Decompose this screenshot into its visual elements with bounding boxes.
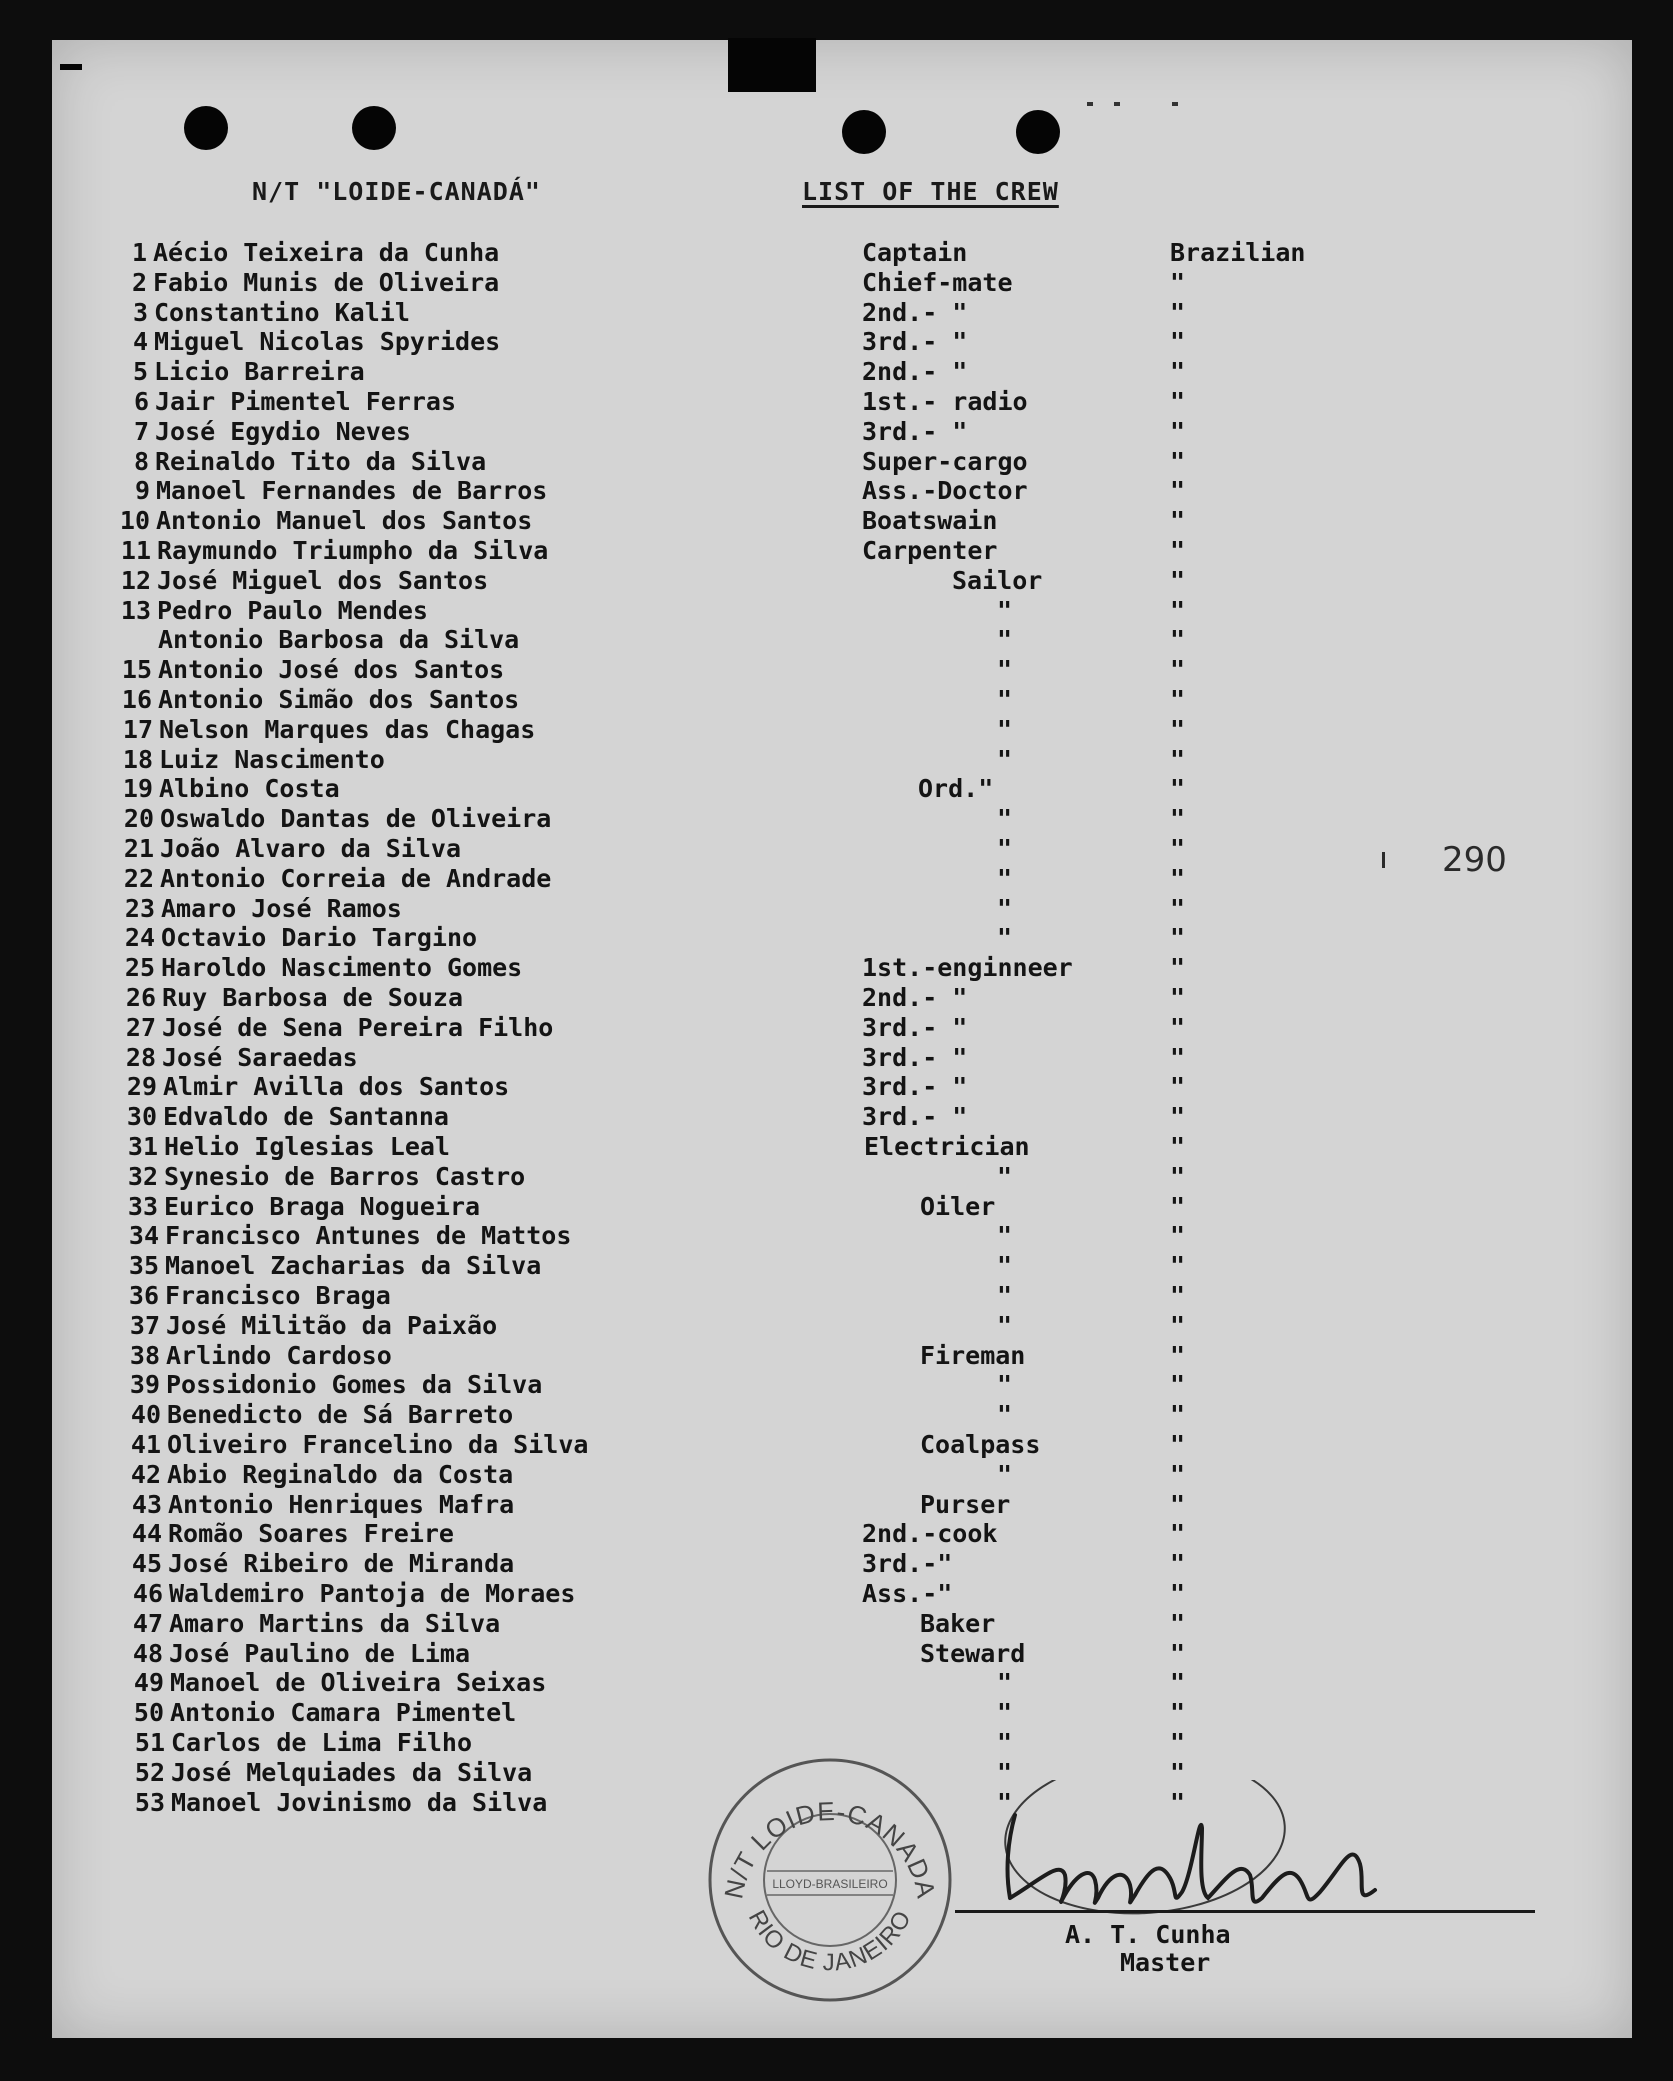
crew-rank: Ass.-"	[862, 1579, 953, 1608]
crew-rank: 2nd.-cook	[862, 1519, 998, 1548]
crew-rank: Ass.-Doctor	[862, 476, 1028, 505]
crew-rank: Oiler	[920, 1192, 996, 1221]
crew-number: 9	[134, 476, 150, 505]
crew-number: 48	[132, 1639, 163, 1668]
crew-name: Arlindo Cardoso	[166, 1341, 392, 1370]
crew-name: Reinaldo Tito da Silva	[155, 447, 487, 476]
crew-rank: 3rd.- "	[862, 417, 968, 446]
crew-row	[52, 715, 1632, 745]
crew-number: 5	[132, 357, 148, 386]
crew-row	[52, 596, 1632, 626]
crew-row	[52, 685, 1632, 715]
ship-stamp	[705, 1755, 955, 2005]
crew-row	[52, 298, 1632, 328]
crew-nationality: "	[1170, 536, 1186, 565]
crew-name: Pedro Paulo Mendes	[157, 596, 428, 625]
crew-name: Antonio Barbosa da Silva	[158, 625, 520, 654]
crew-name: Antonio Correia de Andrade	[160, 864, 552, 893]
crew-rank: Fireman	[920, 1341, 1026, 1370]
crew-nationality: "	[1170, 1490, 1186, 1519]
crew-nationality: Brazilian	[1170, 238, 1306, 267]
crew-rank: Sailor	[952, 566, 1043, 595]
crew-row	[52, 1460, 1632, 1490]
crew-number: 2	[131, 268, 147, 297]
crew-row	[52, 566, 1632, 596]
crew-number: 50	[133, 1698, 164, 1727]
crew-number: 35	[128, 1251, 159, 1280]
crew-rank: "	[997, 1281, 1013, 1310]
crew-row	[52, 1072, 1632, 1102]
signature-line	[955, 1910, 1535, 1913]
crew-number: 7	[133, 417, 149, 446]
crew-rank: "	[997, 1758, 1013, 1787]
crew-rank: "	[997, 804, 1013, 833]
crew-nationality: "	[1170, 1370, 1186, 1399]
crew-nationality: "	[1170, 447, 1186, 476]
crew-row	[52, 447, 1632, 477]
crew-name: Francisco Antunes de Mattos	[165, 1221, 572, 1250]
crew-number: 30	[126, 1102, 157, 1131]
crew-rank: 3rd.- "	[862, 1043, 968, 1072]
crew-nationality: "	[1170, 566, 1186, 595]
crew-rank: "	[997, 655, 1013, 684]
crew-nationality: "	[1170, 1400, 1186, 1429]
crew-name: Amaro Martins da Silva	[169, 1609, 501, 1638]
crew-name: Fabio Munis de Oliveira	[153, 268, 500, 297]
crew-row	[52, 417, 1632, 447]
crew-number: 6	[133, 387, 149, 416]
crew-row	[52, 1221, 1632, 1251]
crew-row	[52, 1549, 1632, 1579]
crew-row	[52, 894, 1632, 924]
speck	[1114, 102, 1120, 106]
page-notch	[728, 38, 816, 92]
crew-nationality: "	[1170, 1132, 1186, 1161]
crew-name: Almir Avilla dos Santos	[163, 1072, 510, 1101]
crew-number: 45	[131, 1549, 162, 1578]
crew-name: Licio Barreira	[154, 357, 365, 386]
crew-name: Raymundo Triumpho da Silva	[157, 536, 549, 565]
crew-name: Manoel Jovinismo da Silva	[171, 1788, 548, 1817]
crew-name: José Saraedas	[162, 1043, 358, 1072]
crew-nationality: "	[1170, 1579, 1186, 1608]
crew-name: João Alvaro da Silva	[160, 834, 462, 863]
punch-hole	[184, 106, 228, 150]
crew-nationality: "	[1170, 894, 1186, 923]
crew-row	[52, 655, 1632, 685]
crew-number: 24	[124, 923, 155, 952]
crew-nationality: "	[1170, 1609, 1186, 1638]
crew-name: Oswaldo Dantas de Oliveira	[160, 804, 552, 833]
crew-row	[52, 1639, 1632, 1669]
crew-row	[52, 983, 1632, 1013]
crew-rank: "	[997, 1400, 1013, 1429]
crew-name: José de Sena Pereira Filho	[162, 1013, 554, 1042]
crew-row	[52, 1251, 1632, 1281]
speck	[1172, 102, 1178, 106]
crew-row	[52, 953, 1632, 983]
crew-nationality: "	[1170, 1162, 1186, 1191]
crew-name: Benedicto de Sá Barreto	[167, 1400, 514, 1429]
stamp-middle-text: LLOYD-BRASILEIRO	[772, 1877, 888, 1891]
crew-number: 17	[122, 715, 153, 744]
crew-row	[52, 745, 1632, 775]
crew-rank: Steward	[920, 1639, 1026, 1668]
crew-nationality: "	[1170, 476, 1186, 505]
crew-nationality: "	[1170, 923, 1186, 952]
crew-rank: "	[997, 1370, 1013, 1399]
crew-nationality: "	[1170, 1758, 1186, 1787]
crew-rank: "	[997, 834, 1013, 863]
crew-row	[52, 1698, 1632, 1728]
crew-nationality: "	[1170, 1430, 1186, 1459]
crew-rank: 3rd.- "	[862, 1013, 968, 1042]
crew-rank: Electrician	[864, 1132, 1030, 1161]
crew-row	[52, 923, 1632, 953]
crew-number: 41	[130, 1430, 161, 1459]
crew-number: 27	[125, 1013, 156, 1042]
crew-row	[52, 1132, 1632, 1162]
crew-number: 33	[127, 1192, 158, 1221]
vessel-heading: N/T "LOIDE-CANADÁ"	[252, 177, 541, 206]
crew-nationality: "	[1170, 1251, 1186, 1280]
crew-row	[52, 1162, 1632, 1192]
stamp-top-text: N/T LOIDE-CANADA	[718, 1795, 942, 1902]
crew-rank: "	[997, 923, 1013, 952]
stamp-bottom-text: RIO DE JANEIRO	[742, 1905, 918, 1977]
crew-name: Amaro José Ramos	[161, 894, 402, 923]
crew-rank: "	[997, 894, 1013, 923]
crew-name: José Paulino de Lima	[169, 1639, 471, 1668]
crew-name: Nelson Marques das Chagas	[159, 715, 536, 744]
document-page	[52, 40, 1632, 2038]
crew-row	[52, 1579, 1632, 1609]
crew-nationality: "	[1170, 506, 1186, 535]
crew-rank: "	[997, 715, 1013, 744]
crew-number: 18	[122, 745, 153, 774]
crew-nationality: "	[1170, 953, 1186, 982]
crew-name: Oliveiro Francelino da Silva	[167, 1430, 589, 1459]
crew-nationality: "	[1170, 625, 1186, 654]
crew-name: Synesio de Barros Castro	[164, 1162, 526, 1191]
crew-row	[52, 1192, 1632, 1222]
crew-number: 28	[125, 1043, 156, 1072]
crew-name: Manoel Zacharias da Silva	[165, 1251, 542, 1280]
signer-title: Master	[1120, 1948, 1211, 1977]
crew-number: 16	[121, 685, 152, 714]
crew-row	[52, 1400, 1632, 1430]
punch-hole	[1016, 110, 1060, 154]
crew-number: 51	[134, 1728, 165, 1757]
crew-number: 47	[132, 1609, 163, 1638]
crew-name: Luiz Nascimento	[159, 745, 385, 774]
crew-nationality: "	[1170, 387, 1186, 416]
crew-row	[52, 1341, 1632, 1371]
crew-rank: Ord."	[918, 774, 994, 803]
crew-rank: Purser	[920, 1490, 1011, 1519]
crew-name: Haroldo Nascimento Gomes	[161, 953, 523, 982]
crew-nationality: "	[1170, 745, 1186, 774]
crew-rank: "	[997, 625, 1013, 654]
crew-rank: "	[997, 1668, 1013, 1697]
crew-number: 31	[127, 1132, 158, 1161]
crew-row	[52, 1370, 1632, 1400]
crew-row	[52, 357, 1632, 387]
crew-rank: 3rd.- "	[862, 1072, 968, 1101]
punch-hole	[352, 106, 396, 150]
crew-number: 34	[128, 1221, 159, 1250]
crew-number: 15	[121, 655, 152, 684]
signer-name: A. T. Cunha	[1065, 1920, 1231, 1949]
crew-number: 36	[128, 1281, 159, 1310]
crew-number: 1	[131, 238, 147, 267]
crew-name: Aécio Teixeira da Cunha	[153, 238, 500, 267]
list-title: LIST OF THE CREW	[802, 177, 1059, 206]
crew-name: Carlos de Lima Filho	[171, 1728, 473, 1757]
punch-hole	[842, 110, 886, 154]
crew-row	[52, 238, 1632, 268]
crew-rank: "	[997, 1788, 1013, 1817]
crew-nationality: "	[1170, 1639, 1186, 1668]
crew-name: Ruy Barbosa de Souza	[162, 983, 464, 1012]
crew-nationality: "	[1170, 1460, 1186, 1489]
crew-nationality: "	[1170, 268, 1186, 297]
crew-nationality: "	[1170, 298, 1186, 327]
crew-rank: 3rd.-"	[862, 1549, 953, 1578]
crew-number: 38	[129, 1341, 160, 1370]
crew-nationality: "	[1170, 655, 1186, 684]
crew-nationality: "	[1170, 1311, 1186, 1340]
page-number: 290	[1442, 840, 1507, 880]
crew-rank: "	[997, 1162, 1013, 1191]
crew-rank: 2nd.- "	[862, 983, 968, 1012]
crew-name: Helio Iglesias Leal	[164, 1132, 450, 1161]
crew-rank: 1st.-enginneer	[862, 953, 1073, 982]
crew-row	[52, 387, 1632, 417]
crew-nationality: "	[1170, 1013, 1186, 1042]
crew-name: Antonio José dos Santos	[158, 655, 505, 684]
crew-nationality: "	[1170, 983, 1186, 1012]
crew-number: 4	[132, 327, 148, 356]
crew-number: 8	[133, 447, 149, 476]
crew-row	[52, 1728, 1632, 1758]
crew-name: Edvaldo de Santanna	[163, 1102, 449, 1131]
crew-number: 3	[132, 298, 148, 327]
handwritten-signature	[950, 1780, 1550, 1930]
crew-name: Francisco Braga	[165, 1281, 391, 1310]
crew-rank: 2nd.- "	[862, 298, 968, 327]
crew-nationality: "	[1170, 864, 1186, 893]
crew-rank: "	[997, 1728, 1013, 1757]
crew-row	[52, 774, 1632, 804]
crew-name: Antonio Simão dos Santos	[158, 685, 520, 714]
crew-rank: Super-cargo	[862, 447, 1028, 476]
crew-name: Constantino Kalil	[154, 298, 410, 327]
crew-row	[52, 1311, 1632, 1341]
crew-nationality: "	[1170, 596, 1186, 625]
crew-name: Waldemiro Pantoja de Moraes	[169, 1579, 576, 1608]
crew-number: 11	[120, 536, 151, 565]
crew-rank: "	[997, 1698, 1013, 1727]
crew-number: 12	[120, 566, 151, 595]
crew-rank: "	[997, 1221, 1013, 1250]
crew-name: Jair Pimentel Ferras	[155, 387, 457, 416]
crew-name: José Miguel dos Santos	[157, 566, 489, 595]
crew-nationality: "	[1170, 1192, 1186, 1221]
crew-row	[52, 1102, 1632, 1132]
crew-name: José Ribeiro de Miranda	[168, 1549, 515, 1578]
crew-number: 21	[123, 834, 154, 863]
crew-name: Eurico Braga Nogueira	[164, 1192, 481, 1221]
crew-rank: "	[997, 596, 1013, 625]
crew-number: 10	[119, 506, 150, 535]
crew-number: 49	[133, 1668, 164, 1697]
crew-name: José Melquiades da Silva	[171, 1758, 533, 1787]
crew-rank: Chief-mate	[862, 268, 1013, 297]
crew-nationality: "	[1170, 357, 1186, 386]
crew-row	[52, 327, 1632, 357]
crew-row	[52, 476, 1632, 506]
crew-name: Manoel Fernandes de Barros	[156, 476, 548, 505]
crew-number: 20	[123, 804, 154, 833]
crew-name: Abio Reginaldo da Costa	[167, 1460, 514, 1489]
crew-rank: "	[997, 745, 1013, 774]
speck	[1087, 102, 1093, 106]
crew-nationality: "	[1170, 1788, 1186, 1817]
page-edge-tab	[60, 64, 82, 70]
crew-rank: Coalpass	[920, 1430, 1041, 1459]
crew-rank: 2nd.- "	[862, 357, 968, 386]
crew-rank: 1st.- radio	[862, 387, 1028, 416]
crew-rank: Carpenter	[862, 536, 998, 565]
crew-nationality: "	[1170, 1698, 1186, 1727]
crew-nationality: "	[1170, 774, 1186, 803]
crew-number: 26	[125, 983, 156, 1012]
crew-rank: Captain	[862, 238, 968, 267]
crew-name: Antonio Manuel dos Santos	[156, 506, 533, 535]
crew-nationality: "	[1170, 1341, 1186, 1370]
crew-number: 46	[132, 1579, 163, 1608]
crew-rank: "	[997, 864, 1013, 893]
crew-name: Albino Costa	[159, 774, 340, 803]
crew-rank: 3rd.- "	[862, 327, 968, 356]
crew-number: 23	[124, 894, 155, 923]
crew-nationality: "	[1170, 685, 1186, 714]
crew-row	[52, 1281, 1632, 1311]
crew-name: Romão Soares Freire	[168, 1519, 454, 1548]
crew-row	[52, 1013, 1632, 1043]
crew-row	[52, 1609, 1632, 1639]
crew-nationality: "	[1170, 1549, 1186, 1578]
crew-number: 22	[123, 864, 154, 893]
crew-nationality: "	[1170, 804, 1186, 833]
crew-nationality: "	[1170, 715, 1186, 744]
crew-name: Miguel Nicolas Spyrides	[154, 327, 501, 356]
crew-rank: Boatswain	[862, 506, 998, 535]
crew-row	[52, 268, 1632, 298]
crew-rank: "	[997, 1251, 1013, 1280]
crew-number: 37	[129, 1311, 160, 1340]
crew-number: 13	[120, 596, 151, 625]
crew-rank: "	[997, 1460, 1013, 1489]
crew-number: 19	[122, 774, 153, 803]
crew-nationality: "	[1170, 1072, 1186, 1101]
crew-rank: 3rd.- "	[862, 1102, 968, 1131]
page-number-mark	[1382, 852, 1385, 868]
crew-nationality: "	[1170, 1668, 1186, 1697]
crew-name: Manoel de Oliveira Seixas	[170, 1668, 547, 1697]
crew-nationality: "	[1170, 1519, 1186, 1548]
crew-nationality: "	[1170, 417, 1186, 446]
crew-row	[52, 506, 1632, 536]
crew-name: Octavio Dario Targino	[161, 923, 478, 952]
crew-number: 52	[134, 1758, 165, 1787]
crew-number: 40	[130, 1400, 161, 1429]
crew-nationality: "	[1170, 327, 1186, 356]
crew-row	[52, 1668, 1632, 1698]
crew-name: Antonio Camara Pimentel	[170, 1698, 517, 1727]
crew-row	[52, 1490, 1632, 1520]
crew-row	[52, 536, 1632, 566]
crew-name: Antonio Henriques Mafra	[168, 1490, 515, 1519]
crew-rank: "	[997, 1311, 1013, 1340]
crew-nationality: "	[1170, 1281, 1186, 1310]
crew-number: 53	[134, 1788, 165, 1817]
crew-number: 32	[127, 1162, 158, 1191]
crew-nationality: "	[1170, 1102, 1186, 1131]
crew-row	[52, 864, 1632, 894]
crew-name: José Egydio Neves	[155, 417, 411, 446]
crew-name: José Militão da Paixão	[166, 1311, 498, 1340]
crew-number: 43	[131, 1490, 162, 1519]
crew-row	[52, 1430, 1632, 1460]
crew-rank: "	[997, 685, 1013, 714]
crew-row	[52, 834, 1632, 864]
crew-number: 25	[124, 953, 155, 982]
crew-nationality: "	[1170, 834, 1186, 863]
crew-number: 39	[129, 1370, 160, 1399]
crew-number: 29	[126, 1072, 157, 1101]
crew-number: 44	[131, 1519, 162, 1548]
svg-text:RIO DE JANEIRO	[743, 1906, 917, 1977]
crew-row	[52, 1519, 1632, 1549]
crew-row	[52, 804, 1632, 834]
crew-row	[52, 625, 1632, 655]
crew-nationality: "	[1170, 1728, 1186, 1757]
crew-number: 42	[130, 1460, 161, 1489]
crew-nationality: "	[1170, 1043, 1186, 1072]
crew-row	[52, 1043, 1632, 1073]
crew-rank: Baker	[920, 1609, 996, 1638]
crew-name: Possidonio Gomes da Silva	[166, 1370, 543, 1399]
crew-nationality: "	[1170, 1221, 1186, 1250]
